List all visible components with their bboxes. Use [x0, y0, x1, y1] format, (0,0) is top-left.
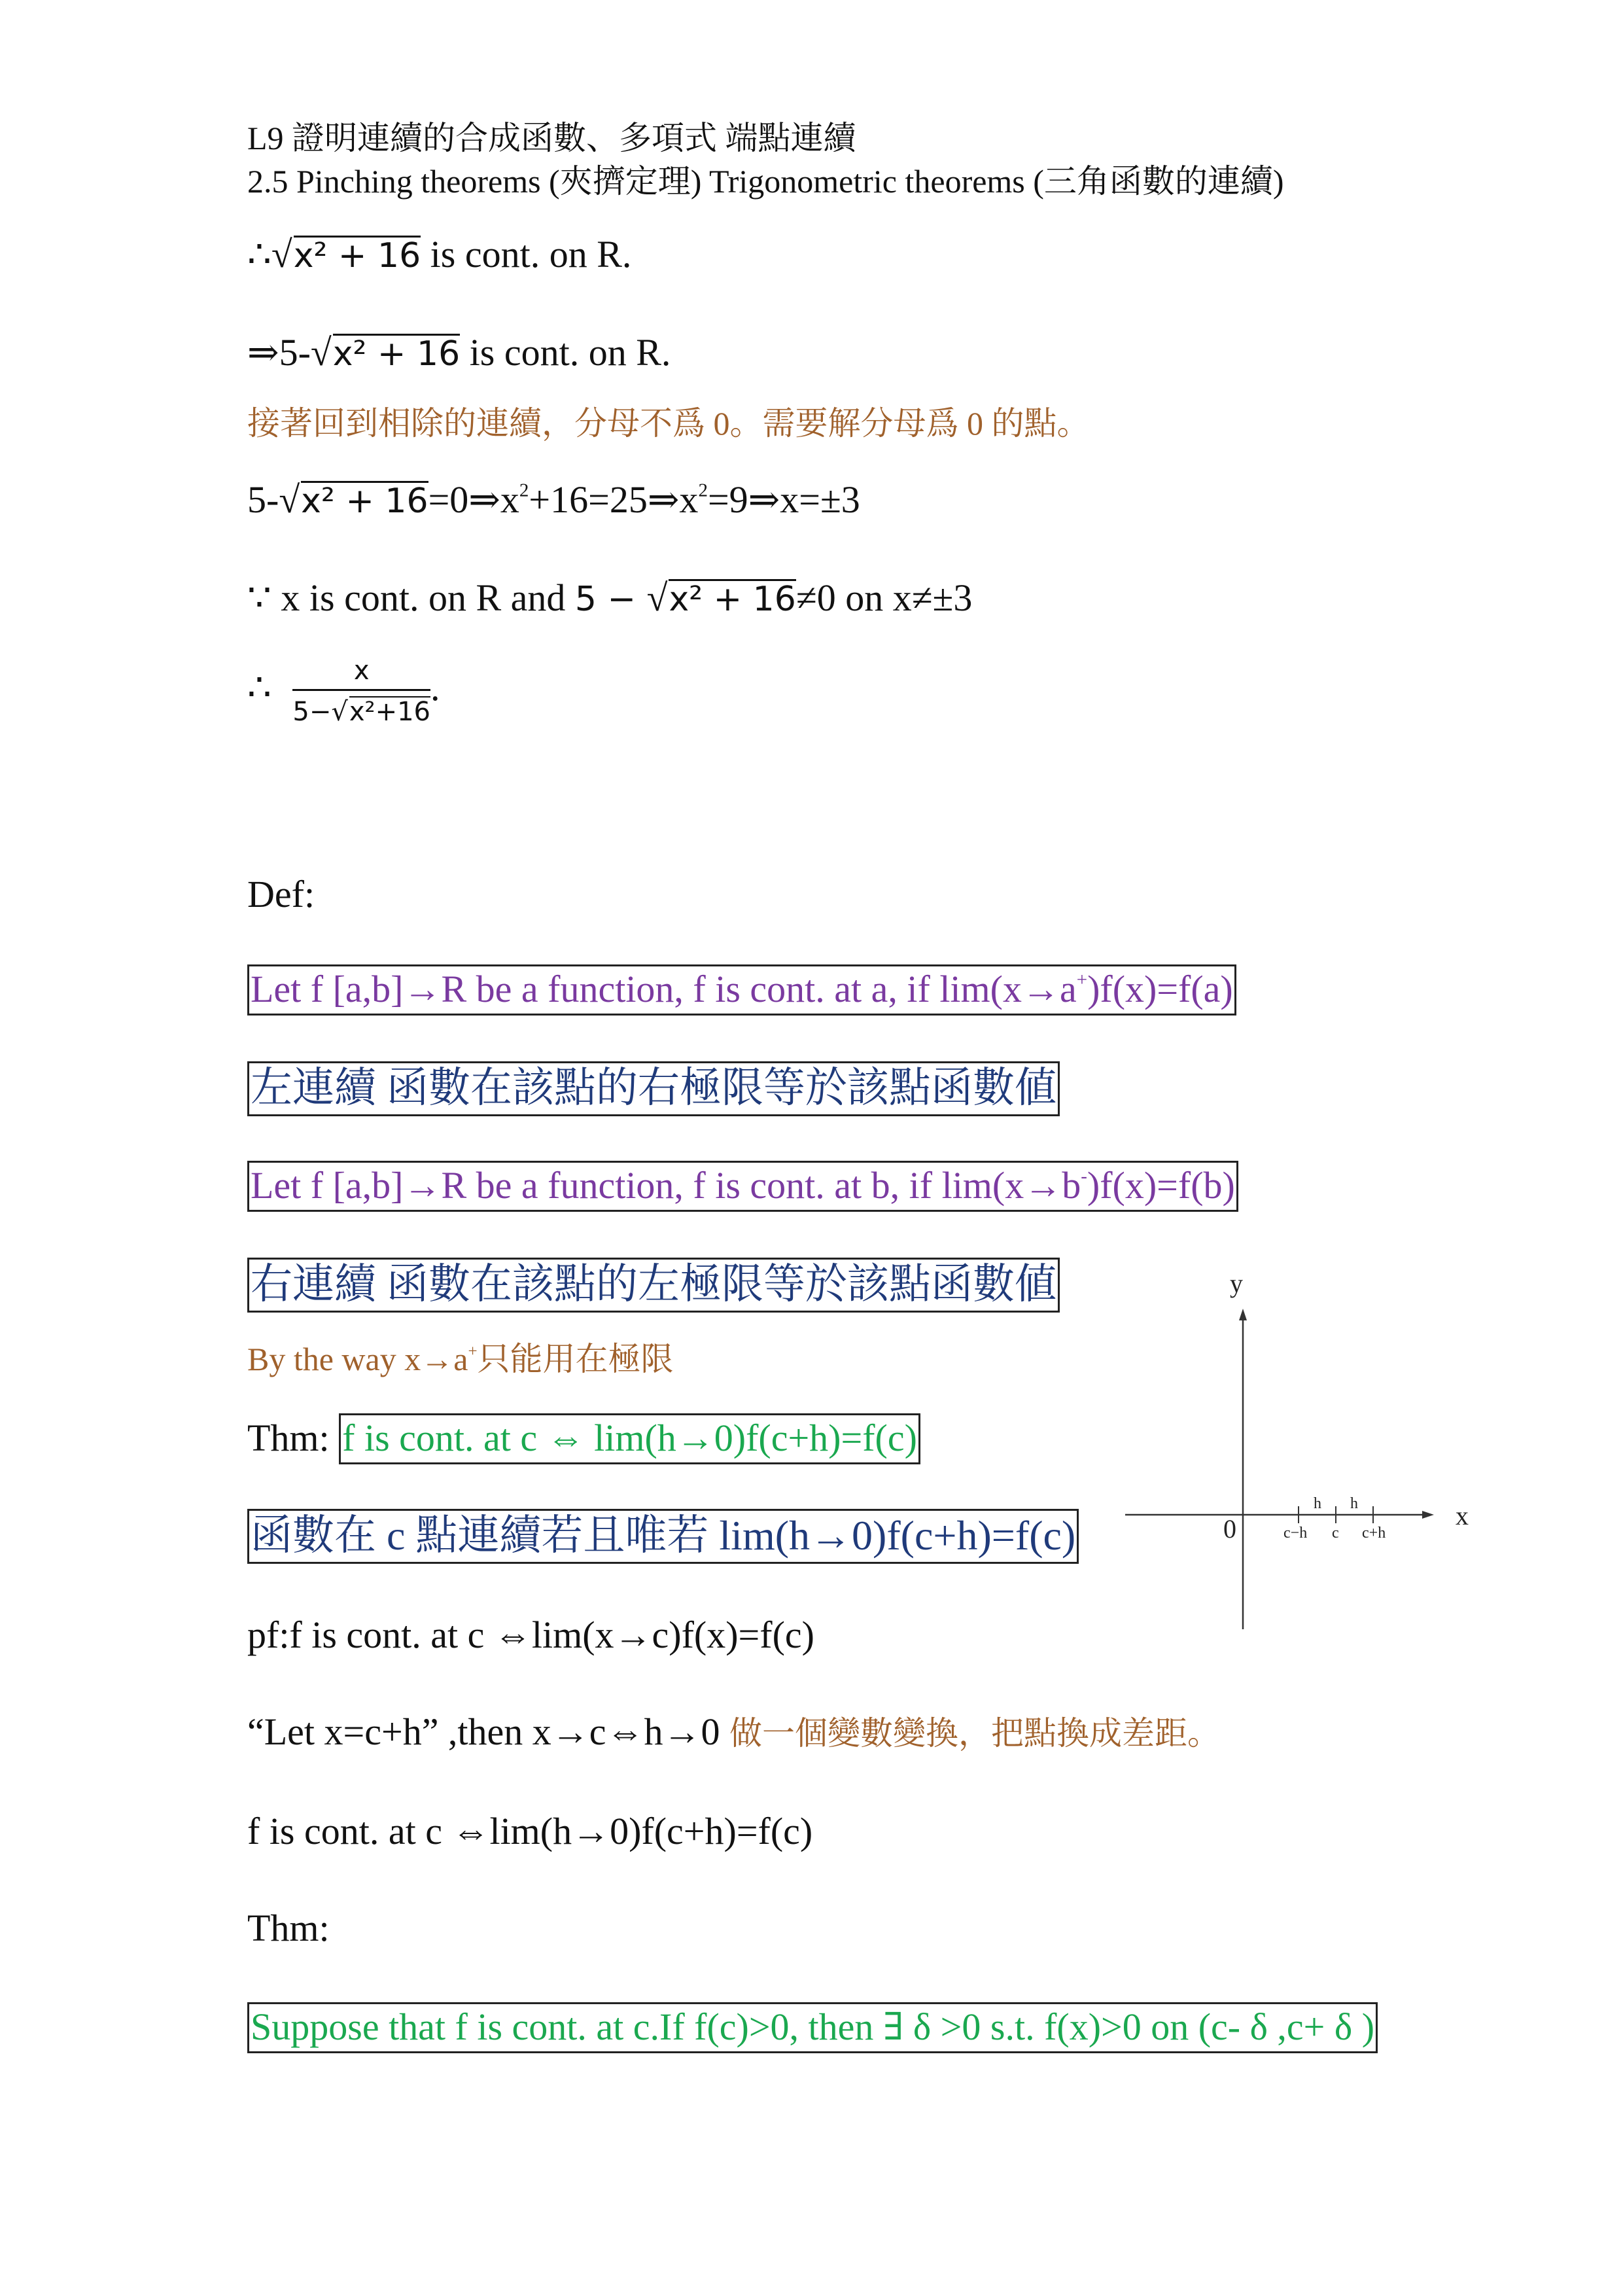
lecture-title: L9 證明連續的合成函數、多項式 端點連續 [247, 120, 856, 156]
line-tail: is cont. on R. [460, 331, 671, 374]
expr-head: 5- [247, 478, 279, 521]
theorem1-zh-line [247, 1509, 1079, 1564]
theorem-label: Thm: [247, 1417, 340, 1459]
therefore-symbol: ∴ [247, 665, 271, 709]
expr-part: =9⇒x=±3 [707, 478, 860, 521]
right-continuity-zh-box: 右連續 函數在該點的左極限等於該點函數値 [247, 1258, 1060, 1313]
fraction [292, 658, 430, 725]
y-axis-label: y [1230, 1269, 1243, 1298]
radicand: x² + 16 [301, 482, 428, 521]
def-label: Def: [247, 873, 315, 915]
right-continuity-def [247, 1161, 1238, 1212]
section-subtitle: 2.5 Pinching theorems (夾擠定理) Trigonometric theorems (三角函數的連續) [247, 163, 1284, 200]
denominator-note: 接著回到相除的連續，分母不爲 0。需要解分母爲 0 的點。 [247, 405, 1090, 442]
fraction-numerator: x [353, 656, 370, 686]
radical-sign: √ [310, 331, 332, 374]
theorem1-box: f is cont. at c ⇔ lim(h→0)f(c+h)=f(c) [339, 1413, 920, 1464]
proof-note: 做一個變數變換，把點換成差距。 [729, 1715, 1221, 1752]
line-five-minus-sqrt [247, 331, 671, 374]
y-axis-arrow-icon [1239, 1309, 1247, 1320]
note-text: By the way x→a [247, 1341, 468, 1377]
def-text: )f(x)=f(b) [1087, 1164, 1235, 1207]
superscript: + [468, 1342, 478, 1360]
left-continuity-def [247, 964, 1236, 1016]
line-fraction [247, 658, 440, 725]
theorem2-box: Suppose that f is cont. at c.If f(c)>0, then ∃ δ >0 s.t. f(x)>0 on (c- δ ,c+ δ ) [247, 2002, 1378, 2053]
tick-label-c-plus-h: c+h [1362, 1525, 1386, 1542]
expr-head: 5 − [574, 580, 647, 619]
radical-sign: √ [279, 478, 300, 521]
theorem1-line [247, 1413, 920, 1464]
line-tail: ≠0 on x≠±3 [795, 576, 973, 619]
exponent: 2 [519, 480, 529, 501]
radicand: x² + 16 [293, 236, 421, 275]
theorem2-line [247, 2002, 1378, 2053]
x-axis-arrow-icon [1422, 1511, 1434, 1519]
period: . [430, 665, 440, 709]
tick-label-c: c [1332, 1525, 1339, 1542]
h-label-left: h [1314, 1495, 1321, 1512]
proof-line-3: f is cont. at c ⇔lim(h→0)f(c+h)=f(c) [247, 1810, 813, 1852]
theorem2-label: Thm: [247, 1907, 330, 1949]
tick-label-c-minus-h: c−h [1283, 1525, 1308, 1542]
expr-part: +16=25⇒x [529, 478, 699, 521]
radical-sign: √ [646, 576, 668, 619]
proof-line-2 [247, 1710, 1221, 1753]
by-the-way-note [247, 1343, 674, 1375]
axes-diagram [1112, 1263, 1478, 1629]
theorem1-zh-box: 函數在 c 點連續若且唯若 lim(h→0)f(c+h)=f(c) [247, 1509, 1079, 1564]
superscript: + [1076, 969, 1088, 991]
radical-sign: √ [331, 697, 348, 727]
right-continuity-zh [247, 1258, 1060, 1313]
def-text: Let f [a,b]→R be a function, f is cont. at a, if lim(x→a [251, 968, 1077, 1010]
line-because [247, 576, 973, 619]
therefore-symbol: ∴ [247, 233, 271, 275]
fraction-denominator [292, 689, 430, 725]
left-continuity-zh [247, 1061, 1060, 1116]
den-head: 5− [292, 697, 332, 727]
exponent: 2 [698, 480, 708, 501]
line-tail: is cont. on R. [421, 233, 632, 275]
x-axis-label: x [1456, 1501, 1469, 1530]
line-solve-zero [247, 478, 860, 521]
superscript: - [1081, 1165, 1087, 1187]
radical-sign: √ [271, 233, 292, 275]
right-continuity-box [247, 1161, 1238, 1212]
den-radicand: x²+16 [349, 697, 430, 727]
line-sqrt-continuous [247, 233, 632, 275]
origin-label: 0 [1223, 1514, 1236, 1544]
radicand: x² + 16 [332, 334, 461, 374]
expr-part: =0⇒x [428, 478, 519, 521]
proof-text: “Let x=c+h” ,then x→c⇔h→0 [247, 1710, 730, 1753]
because-clause: ∵ x is cont. on R and [247, 576, 575, 619]
def-text: Let f [a,b]→R be a function, f is cont. at b, if lim(x→b [251, 1164, 1081, 1207]
h-label-right: h [1350, 1495, 1358, 1512]
radicand: x² + 16 [669, 580, 796, 619]
def-text: )f(x)=f(a) [1087, 968, 1233, 1010]
left-continuity-box [247, 964, 1236, 1016]
left-continuity-zh-box: 左連續 函數在該點的右極限等於該點函數値 [247, 1061, 1060, 1116]
note-text: 只能用在極限 [477, 1341, 674, 1377]
proof-line-1: pf:f is cont. at c ⇔lim(x→c)f(x)=f(c) [247, 1614, 814, 1656]
implies-head: ⇒5- [247, 331, 311, 374]
